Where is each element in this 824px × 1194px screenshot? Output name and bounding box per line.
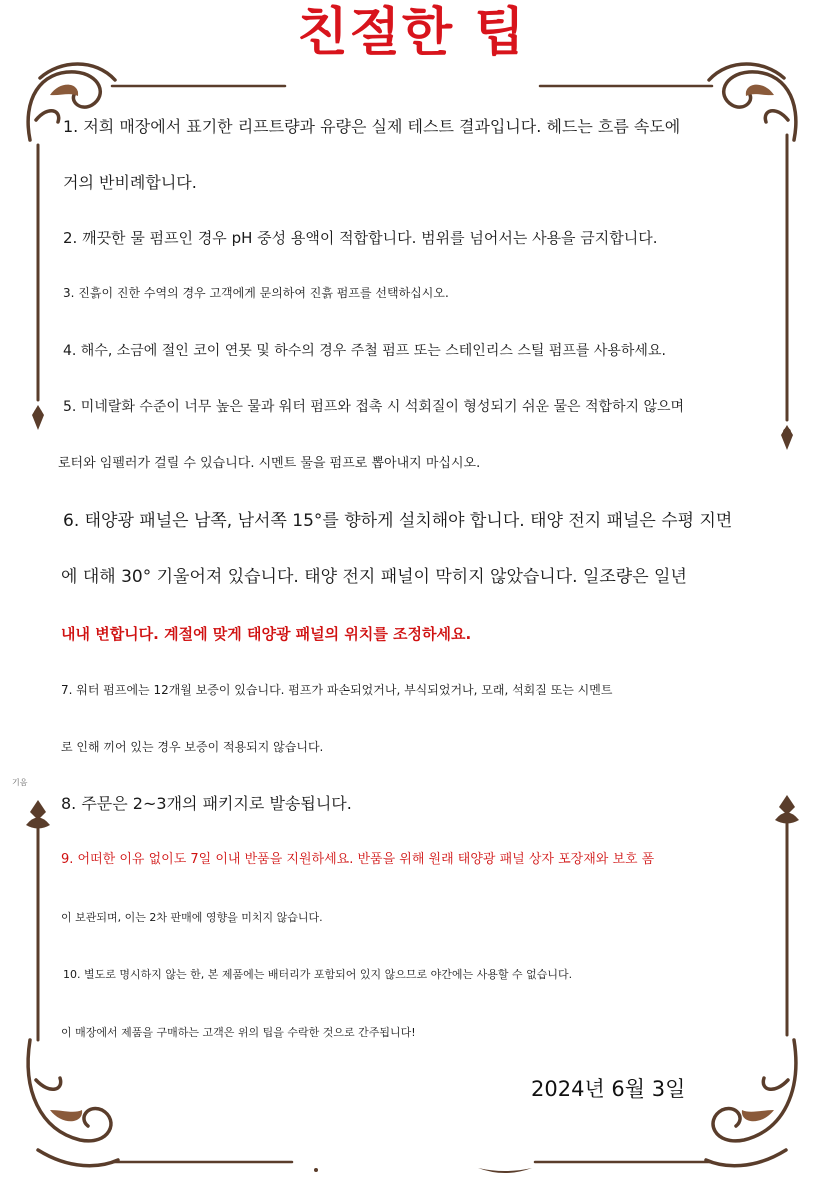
tip-6-line-2: 에 대해 30° 기울어져 있습니다. 태양 전지 패널이 막히지 않았습니다. 일조량은 일년: [61, 567, 687, 587]
tip-4: 4. 해수, 소금에 절인 코이 연못 및 하수의 경우 주철 펌프 또는 스테인리스 스틸 펌프를 사용하세요.: [63, 343, 666, 359]
tip-10: 10. 별도로 명시하지 않는 한, 본 제품에는 배터리가 포함되어 있지 않으므로 야간에는 사용할 수 없습니다.: [63, 968, 573, 981]
tip-8: 8. 주문은 2~3개의 패키지로 발송됩니다.: [61, 794, 352, 813]
tip-2: 2. 깨끗한 물 펌프인 경우 pH 중성 용액이 적합합니다. 범위를 넘어서는 사용을 금지합니다.: [63, 229, 658, 247]
tip-7-line-1: 7. 워터 펌프에는 12개월 보증이 있습니다. 펌프가 파손되었거나, 부식되었거나, 모래, 석회질 또는 시멘트: [61, 683, 613, 697]
tip-9-line-1-highlight: 9. 어떠한 이유 없이도 7일 이내 반품을 지원하세요. 반품을 위해 원래 태양광 패널 상자 포장재와 보호 폼: [61, 852, 655, 867]
tip-3: 3. 진흙이 진한 수역의 경우 고객에게 문의하여 진흙 펌프를 선택하십시오.: [63, 286, 449, 300]
date: 2024년 6월 3일: [531, 1077, 686, 1101]
side-note: 기음: [12, 778, 28, 787]
tip-1-line-2: 거의 반비례합니다.: [63, 173, 197, 192]
tip-1-line-1: 1. 저희 매장에서 표기한 리프트량과 유량은 실제 테스트 결과입니다. 헤드는 흐름 속도에: [63, 117, 681, 136]
closing-note: 이 매장에서 제품을 구매하는 고객은 위의 팁을 수락한 것으로 간주됩니다!: [61, 1026, 416, 1039]
tip-7-line-2: 로 인해 끼어 있는 경우 보증이 적용되지 않습니다.: [61, 740, 324, 754]
tip-6-line-1: 6. 태양광 패널은 남쪽, 남서쪽 15°를 향하게 설치해야 합니다. 태양 전지 패널은 수평 지면: [63, 511, 733, 531]
tip-6-line-3-highlight: 내내 변합니다. 계절에 맞게 태양광 패널의 위치를 조정하세요.: [61, 625, 472, 643]
page-title: 친절한 팁: [297, 3, 527, 63]
tip-5-line-1: 5. 미네랄화 수준이 너무 높은 물과 워터 펌프와 접촉 시 석회질이 형성되기 쉬운 물은 적합하지 않으며: [63, 399, 685, 415]
tip-5-line-2: 로터와 임펠러가 걸릴 수 있습니다. 시멘트 물을 펌프로 뽑아내지 마십시오.: [58, 456, 481, 471]
tip-9-line-2: 이 보관되며, 이는 2차 판매에 영향을 미치지 않습니다.: [61, 911, 323, 924]
